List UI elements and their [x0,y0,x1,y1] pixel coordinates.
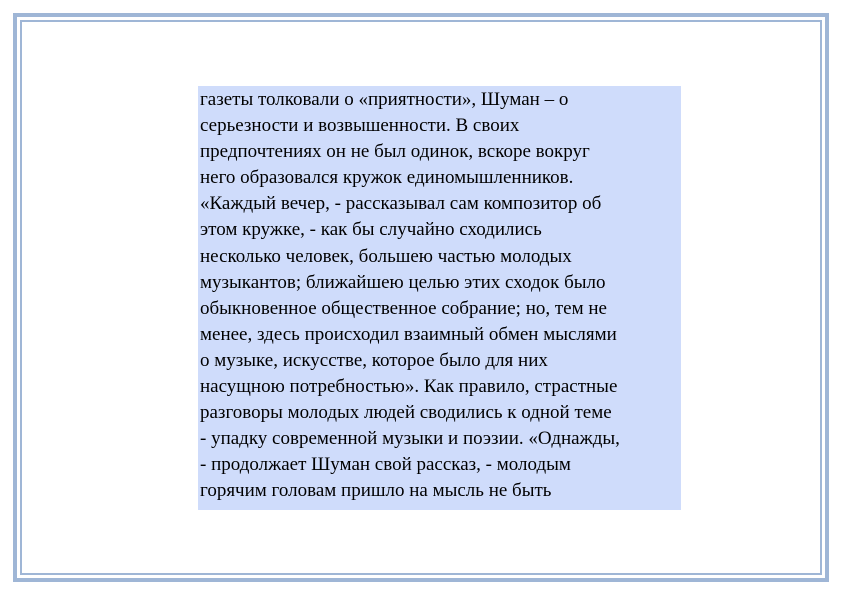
text-line: - продолжает Шуман свой рассказ, - молодым [200,454,571,476]
text-line: серьезности и возвышенности. В своих [200,115,520,137]
text-line: горячим головам пришло на мысль не быть [200,480,552,502]
text-line: насущною потребностью». Как правило, страстные [200,376,618,398]
text-line: предпочтениях он не был одинок, вскоре вокруг [200,141,590,163]
text-line: «Каждый вечер, - рассказывал сам композитор об [200,193,602,215]
text-line: этом кружке, - как бы случайно сходились [200,219,542,241]
text-block [198,86,681,510]
text-line: газеты толковали о «приятности», Шуман – о [200,89,569,110]
text-line: него образовался кружок единомышленников. [200,167,574,189]
text-line: несколько человек, большею частью молодых [200,245,572,267]
text-line: о музыке, искусстве, которое было для них [200,349,548,371]
text-line: - упадку современной музыки и поэзии. «Однажды, [200,428,620,450]
text-line: разговоры молодых людей сводились к одной теме [200,402,612,424]
text-line: музыкантов; ближайшею целью этих сходок было [200,271,606,293]
text-line: менее, здесь происходил взаимный обмен мыслями [200,323,617,345]
text-line: обыкновенное общественное собрание; но, тем не [200,297,607,319]
